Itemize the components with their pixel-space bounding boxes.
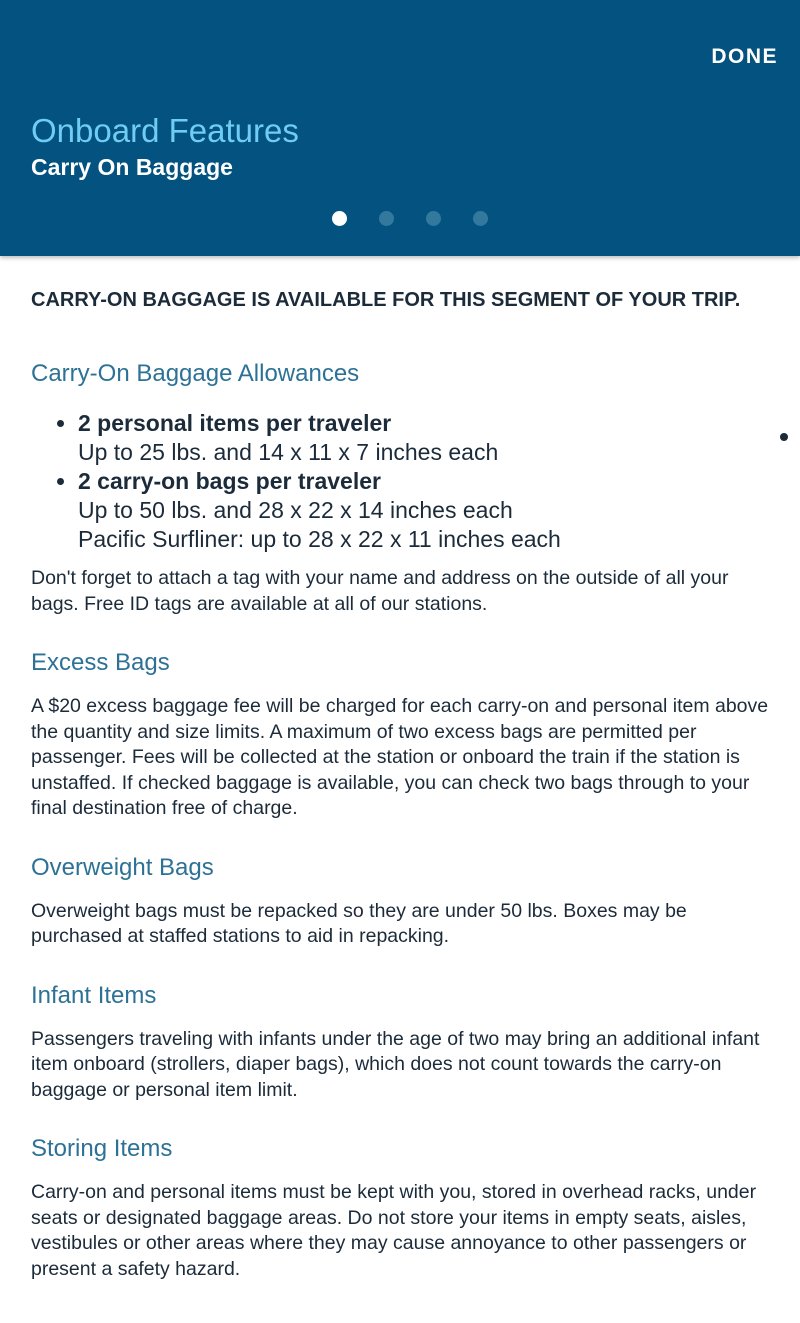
section-title-infant: Infant Items	[31, 981, 157, 1009]
page-dot-3[interactable]	[426, 211, 441, 226]
list-item-detail: Up to 25 lbs. and 14 x 11 x 7 inches each	[78, 439, 499, 465]
section-title-allowances: Carry-On Baggage Allowances	[31, 360, 360, 387]
page-indicator	[332, 211, 488, 226]
list-item	[78, 467, 776, 554]
overweight-text: Overweight bags must be repacked so they are under 50 lbs. Boxes may be purchased at staffed stations to aid in repacking.	[31, 899, 687, 947]
section-title-overweight: Overweight Bags	[31, 853, 214, 881]
done-button[interactable]: DONE	[711, 45, 778, 68]
page-dot-1[interactable]	[332, 211, 347, 226]
allowance-list	[31, 409, 776, 554]
list-item-heading: 2 carry-on bags per traveler	[78, 468, 381, 494]
list-item-detail: Pacific Surfliner: up to 28 x 22 x 11 inches each	[78, 526, 561, 552]
tag-note: Don't forget to attach a tag with your name and address on the outside of all your bags. Free ID tags are available at all of our stations.	[31, 567, 729, 615]
storing-text: Carry-on and personal items must be kept with you, stored in overhead racks, under seats or designated baggage areas. Do not store your items in empty seats, aisles, vestibules or other areas where they may cause annoyance to other passengers or present a safety hazard.	[31, 1181, 757, 1280]
bullet-glyph	[780, 433, 788, 441]
content-area	[31, 286, 776, 1282]
page-dot-4[interactable]	[473, 211, 488, 226]
header-bar	[0, 0, 800, 256]
section-title-excess: Excess Bags	[31, 649, 170, 676]
page-title: Onboard Features	[31, 112, 299, 149]
page-subtitle: Carry On Baggage	[31, 154, 233, 180]
list-item-heading: 2 personal items per traveler	[78, 410, 392, 436]
page-dot-2[interactable]	[379, 211, 394, 226]
list-item	[78, 409, 776, 467]
infant-text: Passengers traveling with infants under the age of two may bring an additional infant item onboard (strollers, diaper bags), which does not count towards the carry-on baggage or personal item limit.	[31, 1027, 760, 1101]
excess-text: A $20 excess baggage fee will be charged for each carry-on and personal item above the quantity and size limits. A maximum of two excess bags are permitted per passenger. Fees will be collected at the station or onboard the train if the station is unstaffed. If checked baggage is available, you can check two bags through to your final destination free of charge.	[31, 695, 769, 819]
list-item-detail: Up to 50 lbs. and 28 x 22 x 14 inches each	[78, 497, 513, 523]
section-title-storing: Storing Items	[31, 1135, 173, 1162]
availability-notice: CARRY-ON BAGGAGE IS AVAILABLE FOR THIS SEGMENT OF YOUR TRIP.	[31, 289, 741, 311]
